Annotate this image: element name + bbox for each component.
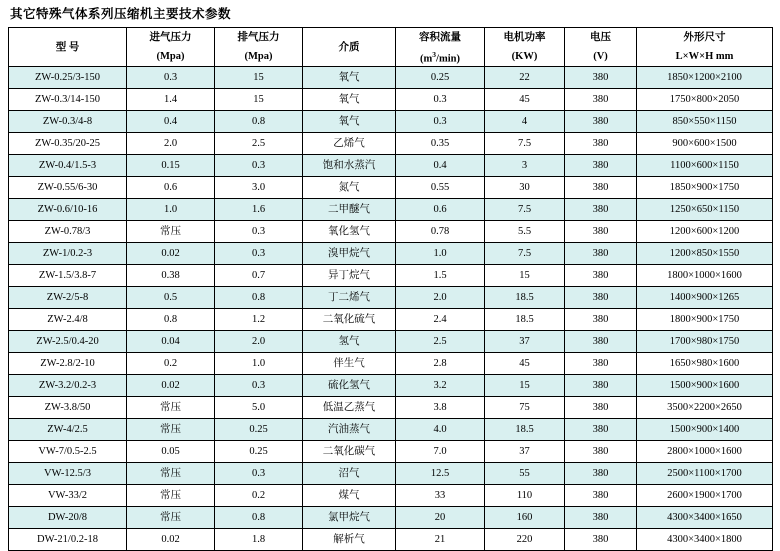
table-cell: 380 (565, 375, 637, 397)
table-cell: 12.5 (396, 463, 485, 485)
table-cell: 0.8 (215, 287, 303, 309)
table-cell: 异丁烷气 (303, 265, 396, 287)
table-row (9, 199, 773, 221)
table-cell: 37 (485, 331, 565, 353)
page-title: 其它特殊气体系列压缩机主要技术参数 (10, 7, 232, 21)
cell-model: DW-20/8 (9, 507, 127, 529)
table-cell: 380 (565, 529, 637, 551)
table-cell: 0.7 (215, 265, 303, 287)
table-cell: 380 (565, 353, 637, 375)
table-cell: 氧化氢气 (303, 221, 396, 243)
table-row (9, 529, 773, 551)
cell-model: VW-12.5/3 (9, 463, 127, 485)
cell-model: ZW-4/2.5 (9, 419, 127, 441)
table-cell: 900×600×1500 (637, 133, 773, 155)
column-unit-dimensions: L×W×H mm (637, 47, 773, 67)
table-cell: 常压 (127, 485, 215, 507)
table-cell: 380 (565, 67, 637, 89)
table-cell: 0.8 (215, 111, 303, 133)
table-cell: 3.0 (215, 177, 303, 199)
cell-model: DW-21/0.2-18 (9, 529, 127, 551)
table-cell: 0.04 (127, 331, 215, 353)
table-cell: 1800×900×1750 (637, 309, 773, 331)
cell-model: ZW-3.2/0.2-3 (9, 375, 127, 397)
table-cell: 2600×1900×1700 (637, 485, 773, 507)
table-cell: 45 (485, 89, 565, 111)
column-header-dimensions: 外形尺寸 (637, 28, 773, 48)
cell-model: ZW-2/5-8 (9, 287, 127, 309)
table-cell: 850×550×1150 (637, 111, 773, 133)
table-cell: 0.2 (215, 485, 303, 507)
table-cell: 0.78 (396, 221, 485, 243)
table-cell: 110 (485, 485, 565, 507)
column-header-volume-flow: 容积流量 (396, 28, 485, 48)
cell-model: ZW-1.5/3.8-7 (9, 265, 127, 287)
table-cell: 伴生气 (303, 353, 396, 375)
table-cell: 常压 (127, 419, 215, 441)
table-cell: 15 (215, 89, 303, 111)
cell-model: ZW-1/0.2-3 (9, 243, 127, 265)
table-cell: 380 (565, 221, 637, 243)
table-cell: 1.2 (215, 309, 303, 331)
table-cell: 18.5 (485, 309, 565, 331)
table-cell: 氮气 (303, 177, 396, 199)
table-cell: 0.35 (396, 133, 485, 155)
table-body (9, 67, 773, 551)
table-cell: 0.3 (215, 221, 303, 243)
table-row (9, 155, 773, 177)
cell-model: ZW-0.25/3-150 (9, 67, 127, 89)
table-cell: 45 (485, 353, 565, 375)
column-header-outlet-pressure: 排气压力 (215, 28, 303, 48)
table-cell: 380 (565, 419, 637, 441)
table-row (9, 265, 773, 287)
table-cell: 0.02 (127, 529, 215, 551)
cell-model: ZW-2.8/2-10 (9, 353, 127, 375)
table-row (9, 485, 773, 507)
table-cell: 1200×850×1550 (637, 243, 773, 265)
cell-model: ZW-0.55/6-30 (9, 177, 127, 199)
table-cell: 0.3 (396, 89, 485, 111)
table-cell: 0.3 (215, 463, 303, 485)
table-row (9, 441, 773, 463)
table-cell: 丁二烯气 (303, 287, 396, 309)
table-cell: 15 (215, 67, 303, 89)
table-cell: 380 (565, 463, 637, 485)
table-cell: 汽油蒸气 (303, 419, 396, 441)
table-cell: 1500×900×1400 (637, 419, 773, 441)
table-cell: 0.25 (215, 441, 303, 463)
table-header-row-main (9, 28, 773, 48)
table-cell: 380 (565, 155, 637, 177)
table-cell: 0.3 (215, 375, 303, 397)
table-cell: 1.0 (396, 243, 485, 265)
table-cell: 380 (565, 309, 637, 331)
table-cell: 37 (485, 441, 565, 463)
table-cell: 1100×600×1150 (637, 155, 773, 177)
table-cell: 煤气 (303, 485, 396, 507)
column-unit-inlet-pressure: (Mpa) (127, 47, 215, 67)
cell-model: ZW-2.4/8 (9, 309, 127, 331)
table-cell: 饱和水蒸汽 (303, 155, 396, 177)
table-row (9, 331, 773, 353)
table-cell: 380 (565, 331, 637, 353)
column-header-model: 型 号 (9, 28, 127, 67)
table-row (9, 243, 773, 265)
table-cell: 380 (565, 133, 637, 155)
cell-model: ZW-0.4/1.5-3 (9, 155, 127, 177)
table-cell: 380 (565, 89, 637, 111)
table-row (9, 353, 773, 375)
table-cell: 0.6 (396, 199, 485, 221)
table-cell: 2800×1000×1600 (637, 441, 773, 463)
table-row (9, 221, 773, 243)
table-cell: 380 (565, 177, 637, 199)
specifications-table (8, 27, 773, 551)
table-row (9, 397, 773, 419)
table-cell: 0.3 (396, 111, 485, 133)
table-cell: 常压 (127, 397, 215, 419)
table-cell: 20 (396, 507, 485, 529)
table-cell: 1700×980×1750 (637, 331, 773, 353)
column-header-voltage: 电压 (565, 28, 637, 48)
table-cell: 0.4 (396, 155, 485, 177)
table-cell: 0.02 (127, 375, 215, 397)
table-cell: 380 (565, 265, 637, 287)
table-cell: 160 (485, 507, 565, 529)
table-cell: 380 (565, 441, 637, 463)
table-cell: 1750×800×2050 (637, 89, 773, 111)
table-cell: 低温乙蒸气 (303, 397, 396, 419)
table-cell: 4.0 (396, 419, 485, 441)
table-cell: 0.2 (127, 353, 215, 375)
table-cell: 4300×3400×1650 (637, 507, 773, 529)
table-cell: 氧气 (303, 111, 396, 133)
table-cell: 1.8 (215, 529, 303, 551)
table-cell: 4300×3400×1800 (637, 529, 773, 551)
table-cell: 1200×600×1200 (637, 221, 773, 243)
table-cell: 常压 (127, 221, 215, 243)
table-cell: 380 (565, 287, 637, 309)
cell-model: ZW-0.3/4-8 (9, 111, 127, 133)
table-cell: 沼气 (303, 463, 396, 485)
table-cell: 30 (485, 177, 565, 199)
table-cell: 3 (485, 155, 565, 177)
cell-model: VW-7/0.5-2.5 (9, 441, 127, 463)
table-cell: 氧气 (303, 89, 396, 111)
column-unit-volume-flow: $(m^3/\min)$ (396, 47, 485, 67)
table-cell: 7.5 (485, 199, 565, 221)
table-cell: 0.3 (215, 243, 303, 265)
table-cell: 33 (396, 485, 485, 507)
table-cell: 二甲醚气 (303, 199, 396, 221)
table-cell: 硫化氢气 (303, 375, 396, 397)
table-cell: 氧气 (303, 67, 396, 89)
cell-model: ZW-0.6/10-16 (9, 199, 127, 221)
table-cell: 7.5 (485, 243, 565, 265)
table-cell: 乙烯气 (303, 133, 396, 155)
table-cell: 18.5 (485, 287, 565, 309)
table-cell: 2.5 (396, 331, 485, 353)
table-row (9, 419, 773, 441)
table-cell: 0.8 (215, 507, 303, 529)
table-cell: 1.6 (215, 199, 303, 221)
table-cell: 3.2 (396, 375, 485, 397)
table-cell: 1500×900×1600 (637, 375, 773, 397)
table-cell: 380 (565, 397, 637, 419)
table-cell: 380 (565, 507, 637, 529)
table-cell: 21 (396, 529, 485, 551)
table-cell: 常压 (127, 507, 215, 529)
column-header-inlet-pressure: 进气压力 (127, 28, 215, 48)
table-cell: 2.0 (396, 287, 485, 309)
table-cell: 3500×2200×2650 (637, 397, 773, 419)
table-cell: 1850×1200×2100 (637, 67, 773, 89)
table-cell: 1.5 (396, 265, 485, 287)
table-row (9, 177, 773, 199)
table-cell: 1400×900×1265 (637, 287, 773, 309)
table-cell: 二氧化硫气 (303, 309, 396, 331)
table-row (9, 67, 773, 89)
column-header-motor-power: 电机功率 (485, 28, 565, 48)
table-cell: 220 (485, 529, 565, 551)
table-cell: 1850×900×1750 (637, 177, 773, 199)
table-cell: 7.0 (396, 441, 485, 463)
table-cell: 0.6 (127, 177, 215, 199)
table-cell: 380 (565, 243, 637, 265)
table-cell: 22 (485, 67, 565, 89)
table-row (9, 287, 773, 309)
table-row (9, 89, 773, 111)
table-cell: 1800×1000×1600 (637, 265, 773, 287)
cell-model: ZW-0.3/14-150 (9, 89, 127, 111)
table-cell: 3.8 (396, 397, 485, 419)
table-cell: 1.0 (215, 353, 303, 375)
column-unit-motor-power: (KW) (485, 47, 565, 67)
table-cell: 0.55 (396, 177, 485, 199)
table-row (9, 111, 773, 133)
table-cell: 0.15 (127, 155, 215, 177)
table-cell: 2.0 (215, 331, 303, 353)
table-cell: 5.0 (215, 397, 303, 419)
table-cell: 75 (485, 397, 565, 419)
table-cell: 1250×650×1150 (637, 199, 773, 221)
table-cell: 0.3 (215, 155, 303, 177)
table-cell: 380 (565, 111, 637, 133)
table-row (9, 507, 773, 529)
cell-model: ZW-3.8/50 (9, 397, 127, 419)
table-cell: 0.3 (127, 67, 215, 89)
table-cell: 溴甲烷气 (303, 243, 396, 265)
table-cell: 2.5 (215, 133, 303, 155)
table-cell: 1.4 (127, 89, 215, 111)
table-row (9, 309, 773, 331)
table-cell: 0.5 (127, 287, 215, 309)
table-cell: 1.0 (127, 199, 215, 221)
table-cell: 7.5 (485, 133, 565, 155)
table-cell: 常压 (127, 463, 215, 485)
table-cell: 2.8 (396, 353, 485, 375)
table-cell: 18.5 (485, 419, 565, 441)
cell-model: ZW-0.35/20-25 (9, 133, 127, 155)
table-cell: 0.8 (127, 309, 215, 331)
table-cell: 15 (485, 375, 565, 397)
cell-model: ZW-0.78/3 (9, 221, 127, 243)
table-cell: 380 (565, 485, 637, 507)
column-unit-outlet-pressure: (Mpa) (215, 47, 303, 67)
table-cell: 2500×1100×1700 (637, 463, 773, 485)
table-cell: 0.38 (127, 265, 215, 287)
table-cell: 15 (485, 265, 565, 287)
column-unit-voltage: (V) (565, 47, 637, 67)
table-cell: 解析气 (303, 529, 396, 551)
table-cell: 5.5 (485, 221, 565, 243)
table-cell: 二氧化碳气 (303, 441, 396, 463)
table-row (9, 375, 773, 397)
table-cell: 0.25 (215, 419, 303, 441)
column-header-medium: 介质 (303, 28, 396, 67)
table-cell: 0.4 (127, 111, 215, 133)
table-row (9, 463, 773, 485)
table-cell: 2.0 (127, 133, 215, 155)
table-cell: 0.02 (127, 243, 215, 265)
table-cell: 4 (485, 111, 565, 133)
table-cell: 氯甲烷气 (303, 507, 396, 529)
cell-model: ZW-2.5/0.4-20 (9, 331, 127, 353)
table-cell: 0.25 (396, 67, 485, 89)
table-cell: 380 (565, 199, 637, 221)
table-row (9, 133, 773, 155)
table-header (9, 28, 773, 67)
table-cell: 氢气 (303, 331, 396, 353)
table-cell: 1650×980×1600 (637, 353, 773, 375)
table-cell: 2.4 (396, 309, 485, 331)
table-cell: 0.05 (127, 441, 215, 463)
table-cell: 55 (485, 463, 565, 485)
cell-model: VW-33/2 (9, 485, 127, 507)
